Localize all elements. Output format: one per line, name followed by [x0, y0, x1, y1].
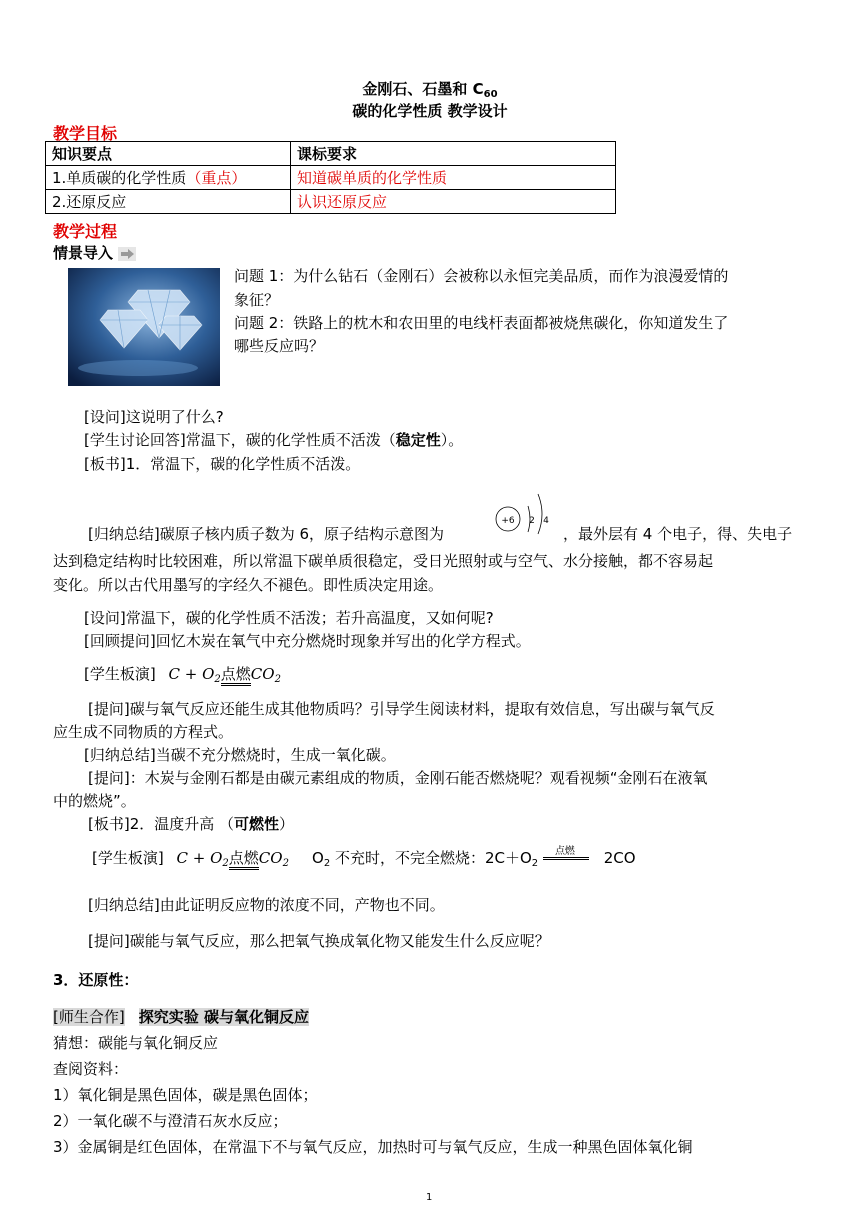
- atom-structure-diagram: [490, 488, 556, 536]
- step-summary-co: [归纳总结]当碳不充分燃烧时，生成一氧化碳。: [84, 746, 396, 764]
- equation-3-arrow: 点燃: [543, 852, 591, 866]
- intro-label: 情景导入: [53, 242, 136, 263]
- table-row: [46, 190, 616, 214]
- page-number: 1: [426, 1192, 433, 1203]
- step-ask: [设问]这说明了什么?: [84, 408, 224, 426]
- step-student-board-2: [学生板演] $C + O_2$点燃$CO_2$: [92, 849, 289, 869]
- table-cell: 2.还原反应: [46, 190, 291, 214]
- equation-2: $C + O_2$点燃$CO_2$: [176, 849, 289, 869]
- diamond-image: [68, 268, 220, 386]
- table-row: [46, 166, 616, 190]
- doc-title-line1: 金刚石、石墨和 $C_{60}$: [362, 80, 498, 100]
- atom-nucleus-label: +6: [501, 516, 515, 526]
- step-question-b: 应生成不同物质的方程式。: [53, 723, 234, 741]
- step-question-a: [提问]碳与氧气反应还能生成其他物质吗？引导学生阅读材料，提取有效信息，写出碳与氧气反: [88, 700, 715, 718]
- summary-atom-a: [归纳总结]碳原子核内质子数为 6，原子结构示意图为: [88, 525, 445, 543]
- table-header-cell: 课标要求: [291, 142, 616, 166]
- equation-3: $O_2$ 不充时，不完全燃烧：$2C+O_2$ 点燃 2CO: [312, 845, 636, 869]
- step-board-2: [板书]2．温度升高 （可燃性）: [88, 815, 295, 833]
- reference-label: 查阅资料：: [53, 1060, 129, 1078]
- step-review: [回顾提问]回忆木炭在氧气中充分燃烧时现象并写出的化学方程式。: [84, 632, 531, 650]
- section-3-heading: 3．还原性：: [53, 971, 139, 989]
- atom-shell-1-label: 2: [529, 516, 535, 526]
- table-cell: 1.单质碳的化学性质（重点）: [46, 166, 291, 190]
- goals-heading: 教学目标: [53, 124, 118, 143]
- summary-atom-c: 达到稳定结构时比较困难，所以常温下碳单质很稳定，受日光照射或与空气、水分接触，都不容易起: [53, 552, 714, 570]
- arrow-right-icon: [118, 247, 136, 261]
- step-video-a: [提问]：木炭与金刚石都是由碳元素组成的物质，金刚石能否燃烧呢？观看视频“金刚石在液氧: [88, 769, 708, 787]
- table-cell: 认识还原反应: [291, 190, 616, 214]
- step-ask-2: [设问]常温下，碳的化学性质不活泼；若升高温度，又如何呢?: [84, 609, 494, 627]
- guess-text: 猜想：碳能与氧化铜反应: [53, 1034, 219, 1052]
- question-2: 问题 2：铁路上的枕木和农田里的电线杆表面都被烧焦碳化，你知道发生了: [234, 314, 729, 332]
- list-item: 2）一氧化碳不与澄清石灰水反应；: [53, 1112, 288, 1130]
- goals-table: [45, 141, 616, 214]
- step-summary-concentration: [归纳总结]由此证明反应物的浓度不同，产物也不同。: [88, 896, 445, 914]
- summary-atom-b: ，最外层有 4 个电子，得、失电子: [563, 525, 793, 543]
- atom-shell-2-label: 4: [543, 516, 549, 526]
- doc-title-line2: 碳的化学性质 教学设计: [352, 102, 508, 120]
- list-item: 1）氧化铜是黑色固体，碳是黑色固体；: [53, 1086, 318, 1104]
- table-header-row: [46, 142, 616, 166]
- step-video-b: 中的燃烧”。: [53, 792, 136, 810]
- table-header-cell: 知识要点: [46, 142, 291, 166]
- step-student-board-1: [学生板演] $C + O_2$点燃$CO_2$: [84, 665, 281, 685]
- coop-experiment-title: [师生合作] 探究实验 碳与氧化铜反应: [53, 1008, 309, 1026]
- step-discuss: [学生讨论回答]常温下，碳的化学性质不活泼（稳定性）。: [84, 431, 464, 449]
- list-item: 3）金属铜是红色固体，在常温下不与氧气反应，加热时可与氧气反应，生成一种黑色固体氧化铜: [53, 1138, 693, 1156]
- step-board-1: [板书]1．常温下，碳的化学性质不活泼。: [84, 455, 361, 473]
- process-heading: 教学过程: [53, 222, 118, 241]
- question-1-cont: 象征？: [234, 291, 280, 309]
- equation-1: $C + O_2$点燃$CO_2$: [168, 665, 281, 685]
- table-cell: 知道碳单质的化学性质: [291, 166, 616, 190]
- question-2-cont: 哪些反应吗？: [234, 337, 325, 355]
- question-1: 问题 1：为什么钻石（金刚石）会被称以永恒完美品质，而作为浪漫爱情的: [234, 267, 729, 285]
- summary-atom-d: 变化。所以古代用墨写的字经久不褪色。即性质决定用途。: [53, 576, 444, 594]
- step-question-oxide: [提问]碳能与氧气反应，那么把氧气换成氧化物又能发生什么反应呢？: [88, 932, 550, 950]
